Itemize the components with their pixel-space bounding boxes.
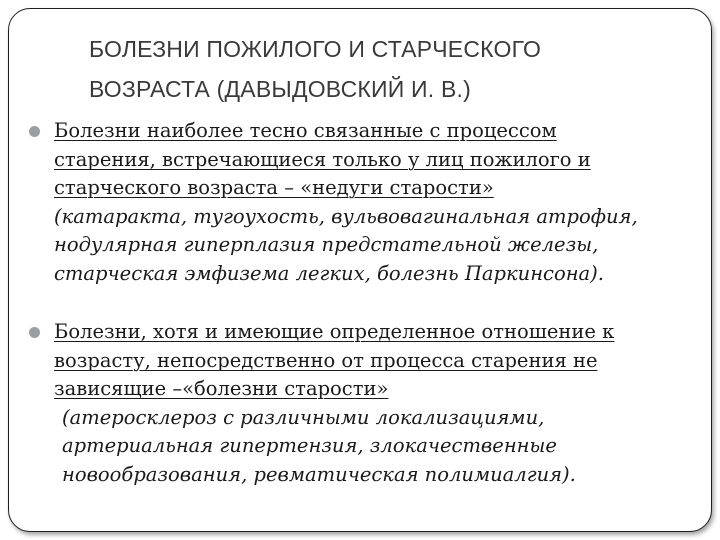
bullet-note-line: (атеросклероз с различными локализациями,: [62, 405, 545, 429]
bullet-note-line: старческая эмфизема легких, болезнь Паркинсона).: [54, 261, 604, 285]
bullet-note-line: артериальная гипертензия, злокачественные: [62, 434, 557, 457]
bullet-note-line: нодулярная гиперплазия предстательной железы,: [54, 233, 599, 256]
slide-frame: [8, 8, 712, 532]
bullet-heading-line: Болезни наиболее тесно связанные с процессом: [54, 119, 557, 142]
bullet-heading-line: старческого возраста – «недуги старости»: [54, 176, 494, 199]
title-line-2: ВОЗРАСТА (ДАВЫДОВСКИЙ И. В.): [89, 76, 471, 102]
bullet-dot-icon: [29, 327, 40, 338]
title-line-1: БОЛЕЗНИ ПОЖИЛОГО И СТАРЧЕСКОГО: [89, 36, 542, 62]
bullet-heading-line: Болезни, хотя и имеющие определенное отношение к: [54, 320, 615, 343]
slide-title: [89, 29, 689, 109]
bullet-note-line: (катаракта, тугоухость, вульвовагинальная атрофия,: [54, 204, 638, 228]
bullet-heading-line: старения, встречающиеся только у лиц пожилого и: [54, 147, 591, 171]
slide-content: [19, 117, 699, 489]
bullet-heading-line: возрасту, непосредственно от процесса старения не: [54, 348, 598, 372]
bullet-note-line: новообразования, ревматическая полимиалгия).: [62, 462, 576, 486]
bullet-item: [19, 318, 699, 489]
bullet-dot-icon: [29, 126, 40, 137]
bullet-item: [19, 117, 699, 288]
bullet-heading-line: зависящие –«болезни старости»: [54, 377, 389, 400]
